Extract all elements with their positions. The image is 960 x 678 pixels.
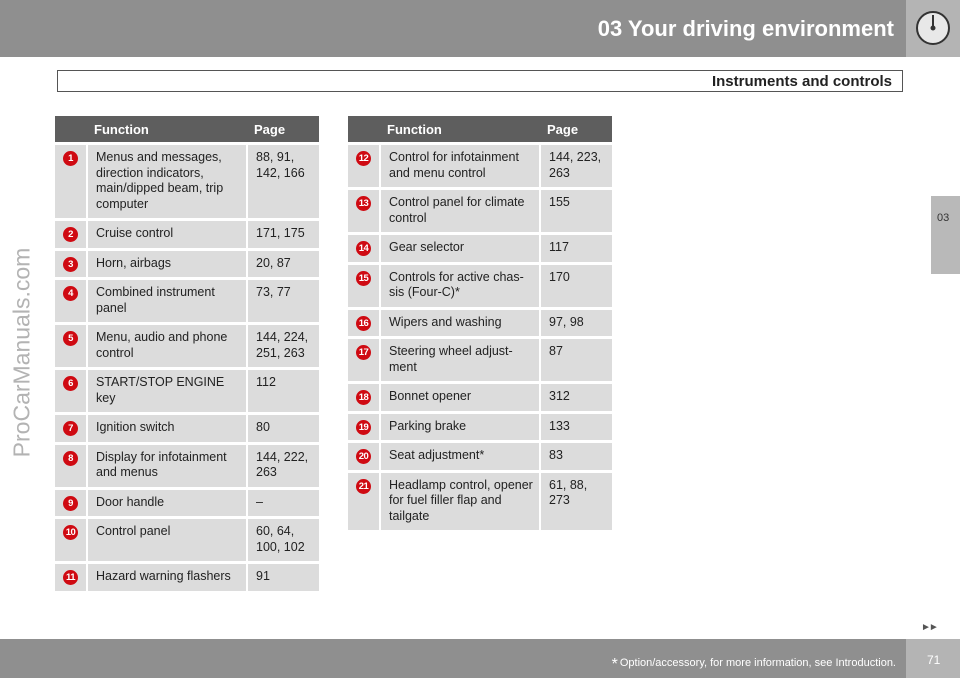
row-number-cell xyxy=(348,443,379,470)
callout-number-badge: 10 xyxy=(63,525,78,540)
row-number-cell xyxy=(55,445,86,487)
number-header xyxy=(348,116,379,142)
row-number-cell xyxy=(348,339,379,381)
function-cell: Control panel for climate control xyxy=(379,190,539,232)
row-number-cell xyxy=(55,519,86,561)
page-reference-cell: 155 xyxy=(539,190,612,232)
table-row xyxy=(55,370,319,412)
chapter-side-tab-label: 03 xyxy=(937,212,950,224)
page-reference-cell: 312 xyxy=(539,384,612,411)
function-table-left xyxy=(55,113,319,594)
page-reference-cell: – xyxy=(246,490,319,517)
row-number-cell xyxy=(55,325,86,367)
watermark-text: ProCarManuals.com xyxy=(8,247,35,458)
function-cell: Ignition switch xyxy=(86,415,246,442)
table-row xyxy=(55,251,319,278)
row-number-cell xyxy=(55,370,86,412)
page-reference-cell: 83 xyxy=(539,443,612,470)
function-cell: Cruise control xyxy=(86,221,246,248)
callout-number-badge: 13 xyxy=(356,196,371,211)
page-reference-cell: 87 xyxy=(539,339,612,381)
table-row xyxy=(55,519,319,561)
callout-number-badge: 21 xyxy=(356,479,371,494)
function-cell: START/STOP ENGINE key xyxy=(86,370,246,412)
callout-number-badge: 15 xyxy=(356,271,371,286)
callout-number-badge: 9 xyxy=(63,496,78,511)
page-number-box xyxy=(906,639,960,678)
callout-number-badge: 14 xyxy=(356,241,371,256)
page-header: Page xyxy=(246,116,319,142)
row-number-cell xyxy=(348,235,379,262)
table-row xyxy=(348,145,612,187)
row-number-cell xyxy=(55,145,86,218)
function-cell: Hazard warning flashers xyxy=(86,564,246,591)
row-number-cell xyxy=(55,490,86,517)
callout-number-badge: 19 xyxy=(356,420,371,435)
gauge-icon xyxy=(914,9,952,47)
table-row xyxy=(348,190,612,232)
footer-note xyxy=(612,656,896,674)
callout-number-badge: 17 xyxy=(356,345,371,360)
table-row xyxy=(55,445,319,487)
function-cell: Seat adjustment* xyxy=(379,443,539,470)
page-reference-cell: 60, 64, 100, 102 xyxy=(246,519,319,561)
function-cell: Door handle xyxy=(86,490,246,517)
row-number-cell xyxy=(55,221,86,248)
table-row xyxy=(348,265,612,307)
page-reference-cell: 144, 223, 263 xyxy=(539,145,612,187)
function-cell: Horn, airbags xyxy=(86,251,246,278)
callout-number-badge: 4 xyxy=(63,286,78,301)
row-number-cell xyxy=(55,280,86,322)
callout-number-badge: 6 xyxy=(63,376,78,391)
row-number-cell xyxy=(348,384,379,411)
page-reference-cell: 170 xyxy=(539,265,612,307)
function-cell: Parking brake xyxy=(379,414,539,441)
function-cell: Menu, audio and phone control xyxy=(86,325,246,367)
page-reference-cell: 144, 222, 263 xyxy=(246,445,319,487)
page-header: Page xyxy=(539,116,612,142)
page-reference-cell: 20, 87 xyxy=(246,251,319,278)
callout-number-badge: 8 xyxy=(63,451,78,466)
double-chevron-right-icon: ►► xyxy=(921,622,937,633)
footer-bar xyxy=(0,639,960,678)
row-number-cell xyxy=(348,473,379,531)
function-cell: Combined instrument panel xyxy=(86,280,246,322)
callout-number-badge: 16 xyxy=(356,316,371,331)
section-title: Instruments and controls xyxy=(711,73,892,90)
table-row xyxy=(55,325,319,367)
page-reference-cell: 171, 175 xyxy=(246,221,319,248)
chapter-title: 03 Your driving environment xyxy=(597,16,894,41)
page-reference-cell: 117 xyxy=(539,235,612,262)
function-cell: Bonnet opener xyxy=(379,384,539,411)
header-bar xyxy=(0,0,960,57)
row-number-cell xyxy=(348,310,379,337)
function-cell: Steering wheel adjust-ment xyxy=(379,339,539,381)
page-reference-cell: 97, 98 xyxy=(539,310,612,337)
row-number-cell xyxy=(348,414,379,441)
watermark xyxy=(2,205,40,505)
row-number-cell xyxy=(348,190,379,232)
callout-number-badge: 5 xyxy=(63,331,78,346)
function-cell: Headlamp control, opener for fuel filler flap and tailgate xyxy=(379,473,539,531)
function-cell: Display for infotainment and menus xyxy=(86,445,246,487)
page-reference-cell: 133 xyxy=(539,414,612,441)
function-cell: Control panel xyxy=(86,519,246,561)
function-cell: Menus and messages, direction indicators, main/dipped beam, trip computer xyxy=(86,145,246,218)
function-cell: Control for infotainment and menu control xyxy=(379,145,539,187)
footnote-star: * xyxy=(611,656,618,673)
table-header-row xyxy=(55,116,319,142)
gauge-icon-box xyxy=(906,0,960,57)
page-reference-cell: 91 xyxy=(246,564,319,591)
table-row xyxy=(55,490,319,517)
page-reference-cell: 112 xyxy=(246,370,319,412)
page-reference-cell: 144, 224, 251, 263 xyxy=(246,325,319,367)
row-number-cell xyxy=(55,564,86,591)
table-row xyxy=(348,339,612,381)
page-number: 71 xyxy=(927,653,941,667)
page-reference-cell: 73, 77 xyxy=(246,280,319,322)
function-cell: Wipers and washing xyxy=(379,310,539,337)
callout-number-badge: 18 xyxy=(356,390,371,405)
page-reference-cell: 88, 91, 142, 166 xyxy=(246,145,319,218)
table-row xyxy=(55,415,319,442)
row-number-cell xyxy=(348,145,379,187)
table-row xyxy=(348,235,612,262)
page-reference-cell: 61, 88, 273 xyxy=(539,473,612,531)
table-row xyxy=(55,145,319,218)
function-cell: Gear selector xyxy=(379,235,539,262)
function-header: Function xyxy=(86,116,246,142)
row-number-cell xyxy=(348,265,379,307)
table-row xyxy=(55,564,319,591)
callout-number-badge: 1 xyxy=(63,151,78,166)
callout-number-badge: 11 xyxy=(63,570,78,585)
table-row xyxy=(348,384,612,411)
table-row xyxy=(55,221,319,248)
callout-number-badge: 20 xyxy=(356,449,371,464)
number-header xyxy=(55,116,86,142)
callout-number-badge: 7 xyxy=(63,421,78,436)
row-number-cell xyxy=(55,251,86,278)
function-table-right xyxy=(348,113,612,533)
table-row xyxy=(348,414,612,441)
section-bar xyxy=(57,70,903,92)
chapter-side-tab[interactable] xyxy=(931,196,960,274)
footnote-text: Option/accessory, for more information, see Introduction. xyxy=(619,657,896,669)
row-number-cell xyxy=(55,415,86,442)
table-row xyxy=(348,473,612,531)
callout-number-badge: 2 xyxy=(63,227,78,242)
page-reference-cell: 80 xyxy=(246,415,319,442)
callout-number-badge: 12 xyxy=(356,151,371,166)
function-header: Function xyxy=(379,116,539,142)
table-header-row xyxy=(348,116,612,142)
function-cell: Controls for active chas-sis (Four-C)* xyxy=(379,265,539,307)
table-row xyxy=(348,310,612,337)
callout-number-badge: 3 xyxy=(63,257,78,272)
table-row xyxy=(348,443,612,470)
table-row xyxy=(55,280,319,322)
